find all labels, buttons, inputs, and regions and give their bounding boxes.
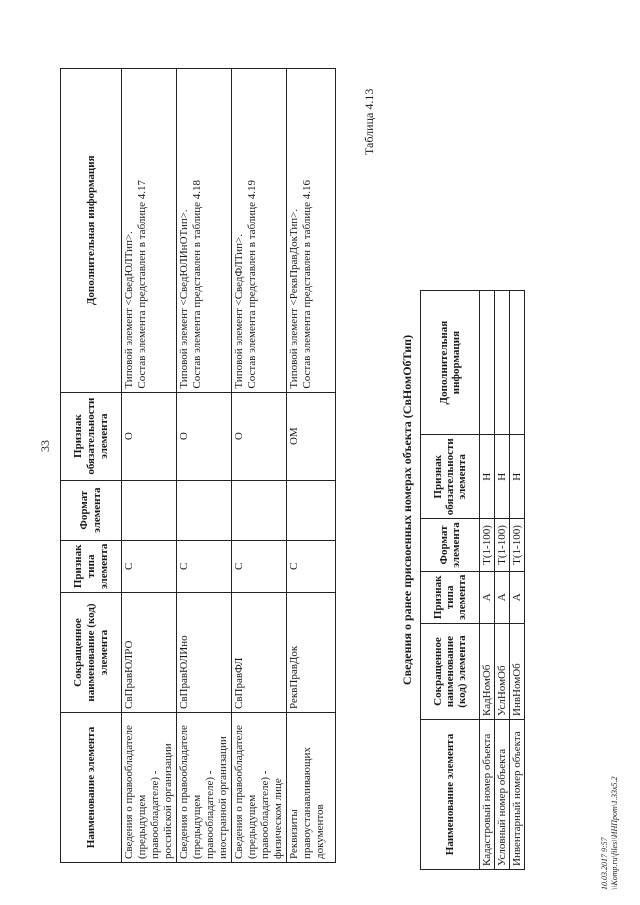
cell-required: Н xyxy=(495,435,510,519)
cell-info xyxy=(510,291,525,435)
cell-required: О xyxy=(177,392,232,480)
cell-type: А xyxy=(495,571,510,623)
info-line: Типовой элемент <СведФЛТип>. xyxy=(233,233,245,389)
cell-code: ИнвНомОб xyxy=(510,624,525,720)
cell-format: T(1-100) xyxy=(495,519,510,571)
cell-info xyxy=(495,291,510,435)
header-format: Формат элемента xyxy=(421,519,480,571)
table-row xyxy=(177,69,232,863)
info-line: Типовой элемент <РеквПравДокТип>. xyxy=(288,208,300,389)
cell-format xyxy=(177,480,232,540)
info-line: Типовой элемент <СведЮЛТип>. xyxy=(123,231,135,389)
elements-table xyxy=(60,68,336,863)
cell-name: Реквизиты правоустанавливающих документов xyxy=(287,713,336,863)
table-row xyxy=(287,69,336,863)
table-number: Таблица 4.13 xyxy=(362,88,376,155)
page-number: 33 xyxy=(38,440,52,452)
info-line: Состав элемента представлен в таблице 4.17 xyxy=(136,179,148,389)
cell-code: КадНомОб xyxy=(480,624,495,720)
cell-format xyxy=(287,480,336,540)
table-header-row xyxy=(61,69,122,863)
cell-format xyxy=(232,480,287,540)
cell-required: Н xyxy=(510,435,525,519)
table-row xyxy=(510,291,525,870)
header-code: Сокращенное наименование (код) элемента xyxy=(421,624,480,720)
header-required: Признак обязательности элемента xyxy=(421,435,480,519)
header-info: Дополнительная информация xyxy=(61,69,122,393)
cell-info xyxy=(287,69,336,393)
info-line: Состав элемента представлен в таблице 4.19 xyxy=(246,179,258,389)
cell-info xyxy=(122,69,177,393)
cell-format xyxy=(122,480,177,540)
table-row xyxy=(232,69,287,863)
info-line: Состав элемента представлен в таблице 4.16 xyxy=(301,179,313,389)
info-line: Типовой элемент <СведЮЛИнОТип>. xyxy=(178,209,190,389)
cell-type: А xyxy=(480,571,495,623)
cell-format: T(1-100) xyxy=(510,519,525,571)
cell-name: Кадастровый номер объекта xyxy=(480,720,495,870)
cell-info xyxy=(232,69,287,393)
footer-mark xyxy=(600,776,620,890)
cell-info xyxy=(480,291,495,435)
cell-required: О xyxy=(232,392,287,480)
header-code: Сокращенное наименование (код) элемента xyxy=(61,593,122,713)
previous-numbers-table xyxy=(420,290,525,870)
info-line: Состав элемента представлен в таблице 4.18 xyxy=(191,179,203,389)
header-format: Формат элемента xyxy=(61,480,122,540)
cell-type: С xyxy=(177,540,232,592)
cell-code: СвПравЮЛРО xyxy=(122,593,177,713)
cell-type: С xyxy=(232,540,287,592)
cell-code: РеквПравДок xyxy=(287,593,336,713)
header-type: Признак типа элемента xyxy=(61,540,122,592)
cell-name: Сведения о правообладателе (предыдущем правообладателе) - иностранной организации xyxy=(177,713,232,863)
cell-type: А xyxy=(510,571,525,623)
header-info: Дополнительная информация xyxy=(421,291,480,435)
footer-mark-line: \\Komp.ru\files\\ИНПрот\1.33x5.2 xyxy=(610,776,619,890)
cell-name: Сведения о правообладателе (предыдущем правообладателе) - российской организации xyxy=(122,713,177,863)
table-caption: Сведения о ранее присвоенных номерах объекта (СвНомОбТип) xyxy=(400,334,414,686)
cell-name: Сведения о правообладателе (предыдущем правообладателе) - физическом лице xyxy=(232,713,287,863)
table-row xyxy=(495,291,510,870)
header-type: Признак типа элемента xyxy=(421,571,480,623)
cell-type: С xyxy=(122,540,177,592)
cell-info xyxy=(177,69,232,393)
cell-code: УслНомОб xyxy=(495,624,510,720)
cell-name: Условный номер объекта xyxy=(495,720,510,870)
cell-code: СвПравФЛ xyxy=(232,593,287,713)
cell-name: Инвентарный номер объекта xyxy=(510,720,525,870)
cell-format: T(1-100) xyxy=(480,519,495,571)
header-name: Наименование элемента xyxy=(61,713,122,863)
cell-required: Н xyxy=(480,435,495,519)
cell-type: С xyxy=(287,540,336,592)
cell-required: О xyxy=(122,392,177,480)
table-row xyxy=(122,69,177,863)
cell-code: СвПравЮЛИно xyxy=(177,593,232,713)
footer-mark-line: 10.03.2017 9:57 xyxy=(600,837,609,890)
table-header-row xyxy=(421,291,480,870)
header-name: Наименование элемента xyxy=(421,720,480,870)
table-row xyxy=(480,291,495,870)
cell-required: ОМ xyxy=(287,392,336,480)
header-required: Признак обязательности элемента xyxy=(61,392,122,480)
